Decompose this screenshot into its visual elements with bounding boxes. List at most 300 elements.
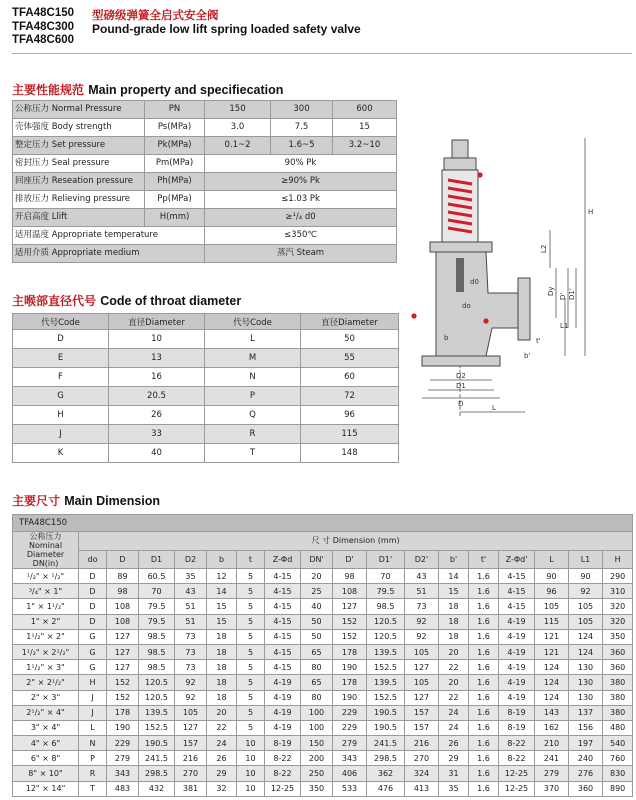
cell: R: [205, 425, 301, 444]
cell: P: [205, 387, 301, 406]
cell: 4-19: [499, 675, 535, 690]
cell: 1.6: [469, 781, 499, 796]
title-english: Pound-grade low lift spring loaded safety valve: [92, 22, 361, 36]
cell: 152: [107, 675, 139, 690]
cell: 4-15: [265, 629, 301, 644]
cell: L: [205, 330, 301, 349]
cell: 55: [301, 349, 399, 368]
cell: 26: [207, 751, 237, 766]
cell: 127: [405, 660, 439, 675]
cell: 98.5: [367, 599, 405, 614]
table-row: [13, 444, 399, 463]
cell: 127: [107, 629, 139, 644]
cell: 0.1~2: [205, 137, 271, 155]
table-row: [13, 629, 633, 644]
cell: 360: [569, 781, 603, 796]
nominal-diameter-cell: 2" × 2¹/₂": [13, 675, 79, 690]
cell: 4-19: [499, 660, 535, 675]
cell: 50: [301, 330, 399, 349]
cell: 152.5: [367, 690, 405, 705]
cell: 51: [405, 584, 439, 599]
column-header: Z-Φd: [265, 550, 301, 569]
row-symbol: H(mm): [145, 209, 205, 227]
cell: 148: [301, 444, 399, 463]
cell: 29: [207, 766, 237, 781]
cell: 14: [207, 584, 237, 599]
cell: 105: [569, 599, 603, 614]
cell: 5: [237, 675, 265, 690]
cell: K: [13, 444, 109, 463]
drawing-label: D1: [456, 382, 466, 390]
cell: 4-19: [499, 644, 535, 659]
cell: 5: [237, 705, 265, 720]
table-row: [13, 119, 397, 137]
table-row: [13, 209, 397, 227]
cell: 1.6: [469, 720, 499, 735]
cell: 152: [333, 629, 367, 644]
cell: 121: [535, 644, 569, 659]
cell: 105: [535, 599, 569, 614]
cell: D: [79, 614, 107, 629]
nominal-diameter-cell: 1" × 2": [13, 614, 79, 629]
model-code: TFA48C150: [12, 7, 75, 19]
drawing-label: D: [458, 400, 464, 408]
stem: [456, 258, 464, 292]
cell: N: [79, 736, 107, 751]
cell: 18: [207, 690, 237, 705]
cell: P: [79, 751, 107, 766]
row-label: 适用温度 Appropriate temperature: [13, 227, 205, 245]
cell: 343: [333, 751, 367, 766]
cell: 12-25: [499, 766, 535, 781]
cell: 18: [207, 629, 237, 644]
cell: 380: [603, 690, 633, 705]
cell: 25: [301, 584, 333, 599]
table-row: [13, 614, 633, 629]
cell: 92: [405, 629, 439, 644]
column-header: DN': [301, 550, 333, 569]
cell: 26: [109, 406, 205, 425]
cell: 890: [603, 781, 633, 796]
cell: 432: [139, 781, 175, 796]
cell: E: [13, 349, 109, 368]
table-row: [13, 173, 397, 191]
cell: 4-19: [499, 690, 535, 705]
cell: 40: [301, 599, 333, 614]
cell: 124: [535, 690, 569, 705]
cell: 105: [569, 614, 603, 629]
nominal-diameter-cell: 2" × 3": [13, 690, 79, 705]
cell: 24: [207, 736, 237, 751]
cell: 350: [301, 781, 333, 796]
cell: 241.5: [367, 736, 405, 751]
cell: 50: [301, 614, 333, 629]
table-row: [13, 584, 633, 599]
cell: 5: [237, 614, 265, 629]
cell: 241.5: [139, 751, 175, 766]
cell: 124: [535, 660, 569, 675]
cell: 5: [237, 569, 265, 584]
cell: 127: [107, 644, 139, 659]
table-row: [13, 349, 399, 368]
column-header: 直径Diameter: [301, 314, 399, 330]
cell: 4-15: [265, 599, 301, 614]
cell: 35: [439, 781, 469, 796]
cell: 8-19: [499, 705, 535, 720]
cell: 92: [175, 690, 207, 705]
cell: 60.5: [139, 569, 175, 584]
drawing-label: d0: [470, 278, 479, 286]
drawing-label: L1: [560, 322, 569, 330]
cell: 96: [301, 406, 399, 425]
cell: 4-15: [265, 569, 301, 584]
cell: 60: [301, 368, 399, 387]
drawing-label: t': [536, 337, 541, 345]
cell: 10: [237, 736, 265, 751]
cell: 1.6: [469, 751, 499, 766]
cap: [452, 140, 468, 158]
cell: 98.5: [139, 644, 175, 659]
table-header-row: [13, 550, 633, 569]
cell: 483: [107, 781, 139, 796]
cell: 18: [207, 660, 237, 675]
cell: 1.6: [469, 705, 499, 720]
section-title-cn: 主要尺寸: [12, 494, 61, 508]
cell: 72: [301, 387, 399, 406]
cell: 12: [207, 569, 237, 584]
cell: 152: [107, 690, 139, 705]
table-row: [13, 690, 633, 705]
cell: 108: [333, 584, 367, 599]
cell: 139.5: [367, 675, 405, 690]
cell: 1.6~5: [271, 137, 333, 155]
table-row: [13, 751, 633, 766]
column-header: H: [603, 550, 633, 569]
cell: 480: [603, 720, 633, 735]
cell: 43: [405, 569, 439, 584]
cell: 1.6: [469, 629, 499, 644]
cell: T: [79, 781, 107, 796]
cell: 350: [603, 629, 633, 644]
column-header: L: [535, 550, 569, 569]
cell: 20: [301, 569, 333, 584]
column-header: do: [79, 550, 107, 569]
cell: 18: [439, 614, 469, 629]
column-header: L1: [569, 550, 603, 569]
cell: 4-15: [265, 614, 301, 629]
cell: 5: [237, 644, 265, 659]
column-header: 代号Code: [13, 314, 109, 330]
cell: 7.5: [271, 119, 333, 137]
cell: 200: [301, 751, 333, 766]
property-section-title: [12, 81, 283, 98]
section-title-cn: 主喉部直径代号: [12, 294, 97, 308]
cell: 216: [175, 751, 207, 766]
cell: 13: [109, 349, 205, 368]
column-header: D1': [367, 550, 405, 569]
cell: 105: [405, 675, 439, 690]
drawing-label: Dy: [547, 286, 555, 296]
table-row: [13, 227, 397, 245]
merged-cell: ≥¹/₄ d0: [205, 209, 397, 227]
cell: 1.6: [469, 614, 499, 629]
cell: 4-15: [265, 660, 301, 675]
cell: 70: [139, 584, 175, 599]
cell: 270: [405, 751, 439, 766]
section-title-en: Code of throat diameter: [100, 294, 242, 308]
cell: 157: [175, 736, 207, 751]
bonnet-top: [444, 158, 476, 170]
cell: 8-22: [265, 766, 301, 781]
cell: 270: [175, 766, 207, 781]
cell: 29: [439, 751, 469, 766]
row-symbol: Ph(MPa): [145, 173, 205, 191]
dimension-section-title: [12, 492, 160, 509]
cell: 4-15: [499, 569, 535, 584]
cell: 1.6: [469, 599, 499, 614]
cell: 290: [603, 569, 633, 584]
cell: H: [13, 406, 109, 425]
page-header: [12, 7, 632, 49]
cell: 4-19: [499, 629, 535, 644]
cell: 240: [569, 751, 603, 766]
model-code: TFA48C600: [12, 34, 75, 46]
cell: 1.6: [469, 569, 499, 584]
cell: 380: [603, 705, 633, 720]
cell: 760: [603, 751, 633, 766]
cell: 18: [207, 644, 237, 659]
cell: 152.5: [139, 720, 175, 735]
cell: 73: [175, 660, 207, 675]
cell: 100: [301, 720, 333, 735]
table-row: [13, 368, 399, 387]
cell: 381: [175, 781, 207, 796]
cell: 130: [569, 690, 603, 705]
cell: 22: [439, 690, 469, 705]
table-row: [13, 425, 399, 444]
table-row: [13, 675, 633, 690]
cell: D: [79, 569, 107, 584]
column-header: D1: [139, 550, 175, 569]
cell: 310: [603, 584, 633, 599]
cell: 43: [175, 584, 207, 599]
cell: 20: [207, 705, 237, 720]
cell: 10: [237, 766, 265, 781]
cell: 4-19: [265, 690, 301, 705]
row-label: 密封压力 Seal pressure: [13, 155, 145, 173]
cell: 24: [439, 705, 469, 720]
cell: 190.5: [367, 720, 405, 735]
cell: 157: [405, 705, 439, 720]
cell: 320: [603, 599, 633, 614]
cell: 70: [367, 569, 405, 584]
cell: 90: [569, 569, 603, 584]
throat-section-title: [12, 292, 241, 309]
nominal-diameter-cell: 3" × 4": [13, 720, 79, 735]
column-header: D: [107, 550, 139, 569]
cell: 229: [107, 736, 139, 751]
cell: G: [79, 660, 107, 675]
merged-cell: 90% Pk: [205, 155, 397, 173]
cell: 279: [107, 751, 139, 766]
cell: 16: [109, 368, 205, 387]
cell: 92: [175, 675, 207, 690]
row-label: 整定压力 Set pressure: [13, 137, 145, 155]
section-title-en: Main Dimension: [64, 494, 161, 508]
section-title-cn: 主要性能规范: [12, 83, 85, 97]
drawing-label: L: [492, 404, 496, 412]
cell: 90: [535, 569, 569, 584]
cell: 51: [175, 599, 207, 614]
cell: 241: [535, 751, 569, 766]
nominal-diameter-header: 公称压力 Nominal Diameter DN(in): [13, 532, 79, 569]
cell: D: [13, 330, 109, 349]
table-row: [13, 720, 633, 735]
cell: 139.5: [139, 705, 175, 720]
nominal-diameter-cell: 1¹/₂" × 3": [13, 660, 79, 675]
nominal-diameter-cell: 1¹/₂" × 2": [13, 629, 79, 644]
cell: 127: [333, 599, 367, 614]
cell: 324: [405, 766, 439, 781]
valve-drawing: [400, 128, 628, 424]
cell: 413: [405, 781, 439, 796]
cell: 4-19: [265, 720, 301, 735]
cell: 120.5: [367, 629, 405, 644]
table-row: [13, 660, 633, 675]
property-table: [12, 100, 397, 263]
table-row: [13, 599, 633, 614]
cell: 105: [175, 705, 207, 720]
cell: 92: [569, 584, 603, 599]
cell: 79.5: [139, 614, 175, 629]
nominal-diameter-cell: 12" × 14": [13, 781, 79, 796]
row-symbol: PN: [145, 101, 205, 119]
cell: M: [205, 349, 301, 368]
column-header: 直径Diameter: [109, 314, 205, 330]
table-header-row: [13, 314, 399, 330]
cell: 190.5: [139, 736, 175, 751]
cell: 31: [439, 766, 469, 781]
cell: 197: [569, 736, 603, 751]
bonnet-flange: [430, 242, 492, 252]
cell: 5: [237, 599, 265, 614]
cell: 8-22: [499, 751, 535, 766]
table-row: [13, 387, 399, 406]
cell: 5: [237, 690, 265, 705]
cell: 300: [271, 101, 333, 119]
dimension-group-header: 尺 寸 Dimension (mm): [79, 532, 633, 551]
cell: 115: [535, 614, 569, 629]
table-row: [13, 101, 397, 119]
cell: 1.6: [469, 736, 499, 751]
cell: 5: [237, 660, 265, 675]
cell: 79.5: [367, 584, 405, 599]
cell: 14: [439, 569, 469, 584]
cell: 5: [237, 720, 265, 735]
model-list: [12, 7, 74, 48]
cell: 8-22: [265, 751, 301, 766]
cell: G: [13, 387, 109, 406]
cell: 15: [439, 584, 469, 599]
cell: 18: [439, 599, 469, 614]
cell: 4-19: [265, 705, 301, 720]
cell: 600: [333, 101, 397, 119]
cell: 35: [175, 569, 207, 584]
cell: 406: [333, 766, 367, 781]
cell: 108: [107, 599, 139, 614]
cell: 120.5: [367, 614, 405, 629]
cell: 279: [333, 736, 367, 751]
cell: 50: [301, 629, 333, 644]
row-label: 排放压力 Relieving pressure: [13, 191, 145, 209]
table-row: [13, 569, 633, 584]
cell: 5: [237, 584, 265, 599]
cell: 22: [207, 720, 237, 735]
cell: 156: [569, 720, 603, 735]
seal-point-red: [483, 318, 488, 323]
throat-table: [12, 313, 399, 463]
table-row: [13, 330, 399, 349]
cell: J: [13, 425, 109, 444]
table-row: [13, 155, 397, 173]
outlet-flange: [518, 278, 530, 340]
merged-cell: ≥90% Pk: [205, 173, 397, 191]
header-divider: [12, 53, 632, 54]
cell: 1.6: [469, 660, 499, 675]
cell: 380: [603, 675, 633, 690]
cell: 3.2~10: [333, 137, 397, 155]
cell: 8-19: [265, 736, 301, 751]
column-header: D2': [405, 550, 439, 569]
section-title-en: Main property and specifiecation: [88, 83, 284, 97]
cell: 24: [439, 720, 469, 735]
cell: 124: [535, 675, 569, 690]
cell: 540: [603, 736, 633, 751]
cell: 127: [405, 690, 439, 705]
cell: 22: [439, 660, 469, 675]
seal-point-red: [477, 172, 482, 177]
seal-point-red: [411, 313, 416, 318]
cell: 127: [175, 720, 207, 735]
cell: 73: [175, 644, 207, 659]
cell: 150: [301, 736, 333, 751]
column-header: t': [469, 550, 499, 569]
cell: G: [79, 629, 107, 644]
cell: 1.6: [469, 766, 499, 781]
cell: 18: [207, 675, 237, 690]
row-label: 公称压力 Normal Pressure: [13, 101, 145, 119]
row-symbol: Pp(MPa): [145, 191, 205, 209]
cell: 98.5: [139, 629, 175, 644]
cell: 130: [569, 660, 603, 675]
cell: 190: [333, 660, 367, 675]
cell: 178: [107, 705, 139, 720]
model-label: TFA48C150: [13, 515, 633, 532]
table-row: [13, 705, 633, 720]
cell: 89: [107, 569, 139, 584]
nominal-diameter-cell: 6" × 8": [13, 751, 79, 766]
cell: 216: [405, 736, 439, 751]
cell: 92: [405, 614, 439, 629]
column-header: Z-Φd': [499, 550, 535, 569]
model-row: [13, 515, 633, 532]
title-chinese: 型磅级弹簧全启式安全阀: [92, 8, 219, 22]
cell: 178: [333, 644, 367, 659]
table-row: [13, 137, 397, 155]
drawing-label: D': [559, 292, 567, 300]
cell: 320: [603, 614, 633, 629]
cell: 533: [333, 781, 367, 796]
